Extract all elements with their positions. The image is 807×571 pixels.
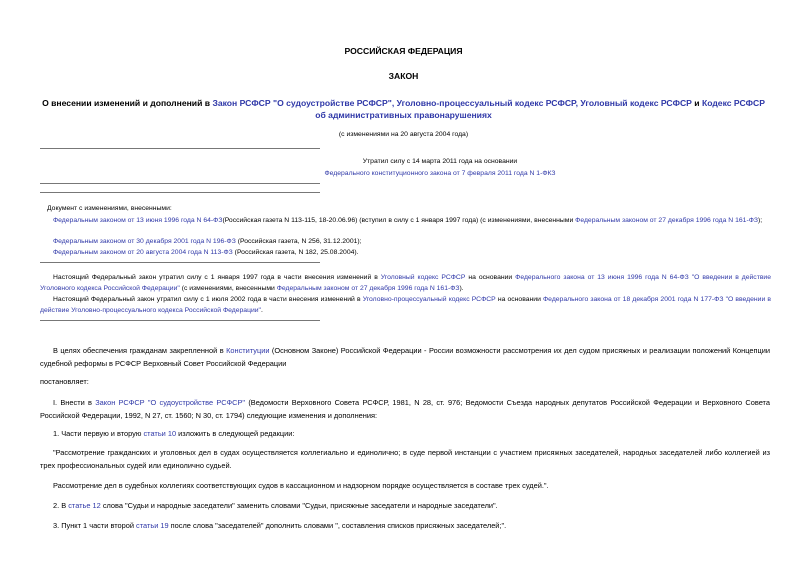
expired-line1: Утратил силу с 14 марта 2011 года на основании — [362, 158, 518, 165]
law-title — [40, 98, 767, 121]
article-12-link[interactable]: статье 12 — [68, 501, 101, 510]
change-item-3: Федеральным законом от 20 августа 2004 года N 113-ФЗ (Российская газета, N 182, 25.08.2004). — [53, 249, 359, 256]
quote-1: "Рассмотрение гражданских и уголовных дел в судах осуществляется коллегиально и единолично; в суде первой инстанции с участием присяжных заседателей, народных заседателей либо коллегией из трех профессиональных судей или единолично судьей. — [40, 448, 770, 470]
change-link-161fz[interactable]: Федеральным законом от 27 декабря 1996 года N 161-ФЗ — [575, 217, 758, 224]
item-3: 3. Пункт 1 части второй статьи 19 после слова "заседателей" дополнить словами ", составления списков присяжных заседателей;". — [53, 521, 507, 530]
section-1: I. Внести в Закон РСФСР "О судоустройстве РСФСР" (Ведомости Верховного Совета РСФСР, 1981, N 28, ст. 976; Ведомости Съезда народных депутатов Российской Федерации и Верховного Совета Российской Федерации, 1992, N 27, ст. 1560; N 30, ст. 1794) следующие изменения и дополнения: — [40, 398, 770, 420]
section1-law-link[interactable]: Закон РСФСР "О судоустройстве РСФСР" — [95, 398, 246, 407]
note1-link-161fz[interactable]: Федеральным законом от 27 декабря 1996 года N 161-ФЗ — [276, 285, 460, 292]
note-1: Настоящий Федеральный закон утратил силу с 1 января 1997 года в части внесения изменений в Уголовный кодекс РСФСР на основании Федерального закона от 13 июня 1996 года N 64-ФЗ "О введении в действие Уголовного кодекса Российской Федерации" (с изменениями, внесенными Федеральным законом от 27 декабря 1996 года N 161-ФЗ). — [40, 274, 772, 292]
change-item-1: Федеральным законом от 13 июня 1996 года N 64-ФЗ(Российская газета N 113-115, 18-20.06.96) (вступил в силу с 1 января 1997 года) (с изменениями, внесенными Федеральным законом от 27 декабря 1996 года N 161-ФЗ); — [53, 217, 763, 224]
title-prefix: О внесении изменений и дополнений в — [42, 98, 213, 108]
note1-link-uk[interactable]: Уголовный кодекс РСФСР — [380, 274, 466, 281]
title-mid: и — [691, 98, 702, 108]
country-heading: РОССИЙСКАЯ ФЕДЕРАЦИЯ — [344, 46, 463, 56]
constitution-link[interactable]: Конституции — [226, 346, 270, 355]
quote-2: Рассмотрение дел в судебных коллегиях соответствующих судов в кассационном и надзорном порядке осуществляется в составе трех судей.". — [53, 481, 549, 490]
change-item-2: Федеральным законом от 30 декабря 2001 года N 196-ФЗ (Российская газета, N 256, 31.12.2001); — [53, 238, 362, 245]
note-2: Настоящий Федеральный закон утратил силу с 1 июля 2002 года в части внесения изменений в Уголовно-процессуальный кодекс РСФСР на основании Федерального закона от 18 декабря 2001 года N 177-ФЗ "О введении в действие Уголовно-процессуального кодекса Российской Федерации". — [40, 296, 772, 314]
change-link-196fz[interactable]: Федеральным законом от 30 декабря 2001 года N 196-ФЗ — [53, 238, 236, 245]
changes-intro: Документ с изменениями, внесенными: — [47, 205, 172, 212]
divider — [40, 183, 320, 184]
divider — [40, 320, 320, 321]
expired-link[interactable]: Федерального конституционного закона от 7 февраля 2011 года N 1-ФКЗ — [324, 170, 556, 177]
preamble: В целях обеспечения гражданам закрепленной в Конституции (Основном Законе) Российской Федерации - России возможности рассмотрения их дел судом присяжных и реализации положений Концепции судебной реформы в РСФСР Верховный Совет Российской Федерации — [40, 346, 770, 368]
doc-type-heading: ЗАКОН — [388, 71, 419, 81]
note2-link-177fz[interactable]: Федерального закона от 18 декабря 2001 года N 177-ФЗ "О введении в действие Уголовно-процессуального кодекса Российской Федерации" — [40, 296, 772, 314]
note1-link-64fz[interactable]: Федерального закона от 13 июня 1996 года N 64-ФЗ "О введении в действие Уголовного кодекса Российской Федерации" — [40, 274, 772, 292]
change-link-64fz[interactable]: Федеральным законом от 13 июня 1996 года N 64-ФЗ — [53, 217, 223, 224]
divider — [40, 148, 320, 149]
divider — [40, 192, 320, 193]
change-link-113fz[interactable]: Федеральным законом от 20 августа 2004 года N 113-ФЗ — [53, 249, 233, 256]
edition-note: (с изменениями на 20 августа 2004 года) — [338, 131, 469, 138]
title-link-laws[interactable]: Закон РСФСР "О судоустройстве РСФСР", Уголовно-процессуальный кодекс РСФСР, Уголовный кодекс РСФСР — [212, 98, 692, 108]
article-19-link[interactable]: статьи 19 — [136, 521, 169, 530]
resolves: постановляет: — [40, 377, 89, 386]
title-link-koap[interactable]: Кодекс РСФСР об административных правонарушениях — [315, 98, 765, 120]
item-2: 2. В статье 12 слова "Судьи и народные заседатели" заменить словами "Судьи, присяжные заседатели и народные заседатели". — [53, 501, 498, 510]
divider — [40, 262, 320, 263]
item-1: 1. Части первую и вторую статьи 10 изложить в следующей редакции: — [53, 429, 295, 438]
article-10-link[interactable]: статьи 10 — [143, 429, 177, 438]
note2-link-upk[interactable]: Уголовно-процессуальный кодекс РСФСР — [362, 296, 496, 303]
